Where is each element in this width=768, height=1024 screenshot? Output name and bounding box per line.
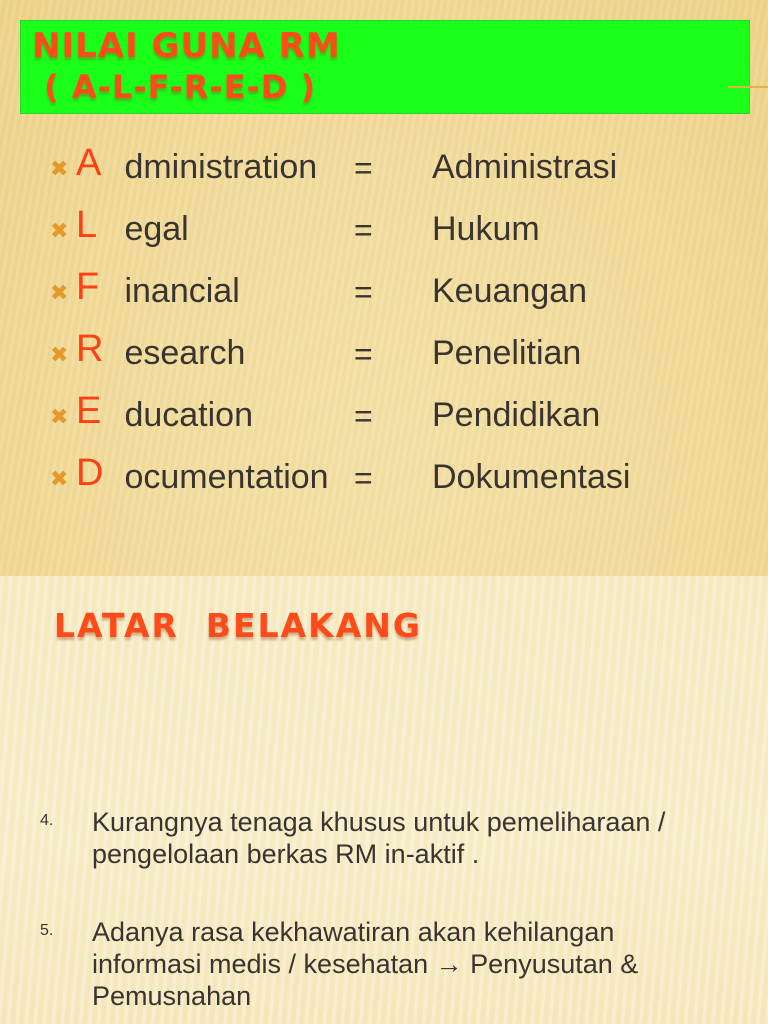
term-rest: inancial [115, 272, 240, 310]
list-item [0, 388, 768, 450]
item-number: 5. [40, 922, 54, 939]
list-item [0, 202, 768, 264]
slide-subtitle: ( A-L-F-R-E-D ) [32, 68, 317, 106]
item-text-line: Pemusnahan [92, 981, 252, 1011]
item-text-line: Kurangnya tenaga khusus untuk pemeliharaan / [92, 807, 666, 837]
initial-letter: A [76, 142, 102, 184]
list-item [0, 140, 768, 202]
slide-title: NILAI GUNA RM [32, 26, 341, 66]
title-decoration-line [728, 86, 768, 88]
equals-sign: = [354, 460, 373, 496]
initial-letter: F [76, 266, 100, 308]
term-meaning: Penelitian [432, 334, 582, 372]
term-meaning: Hukum [432, 210, 540, 248]
title-banner [20, 20, 750, 114]
list-item [0, 326, 768, 388]
x-bullet-icon: ✖ [50, 404, 69, 429]
equals-sign: = [354, 150, 373, 186]
x-bullet-icon: ✖ [50, 218, 69, 243]
item-text-line: Adanya rasa kekhawatiran akan kehilangan [92, 917, 615, 947]
term-rest: ocumentation [115, 458, 329, 496]
term-rest: dministration [115, 148, 318, 186]
list-item [0, 450, 768, 512]
equals-sign: = [354, 336, 373, 372]
term-rest: ducation [115, 396, 253, 434]
initial-letter: L [76, 204, 98, 246]
initial-letter: R [76, 328, 104, 370]
x-bullet-icon: ✖ [50, 156, 69, 181]
equals-sign: = [354, 212, 373, 248]
term-rest: egal [115, 210, 189, 248]
x-bullet-icon: ✖ [50, 280, 69, 305]
x-bullet-icon: ✖ [50, 466, 69, 491]
item-text-line: informasi medis / kesehatan → Penyusutan & [92, 949, 639, 979]
item-text [92, 916, 742, 1012]
initial-letter: E [76, 390, 102, 432]
equals-sign: = [354, 398, 373, 434]
equals-sign: = [354, 274, 373, 310]
alfred-list [0, 140, 768, 512]
term-meaning: Keuangan [432, 272, 588, 310]
x-bullet-icon: ✖ [50, 342, 69, 367]
initial-letter: D [76, 452, 104, 494]
item-number: 4. [40, 812, 54, 829]
item-text [92, 806, 742, 870]
term-meaning: Pendidikan [432, 396, 601, 434]
slide-heading: LATAR BELAKANG [54, 606, 422, 645]
term-meaning: Administrasi [432, 148, 618, 186]
item-text-line: pengelolaan berkas RM in-aktif . [92, 839, 480, 869]
term-rest: esearch [115, 334, 246, 372]
list-item [0, 264, 768, 326]
term-meaning: Dokumentasi [432, 458, 631, 496]
slide-latar-belakang [0, 576, 768, 1024]
